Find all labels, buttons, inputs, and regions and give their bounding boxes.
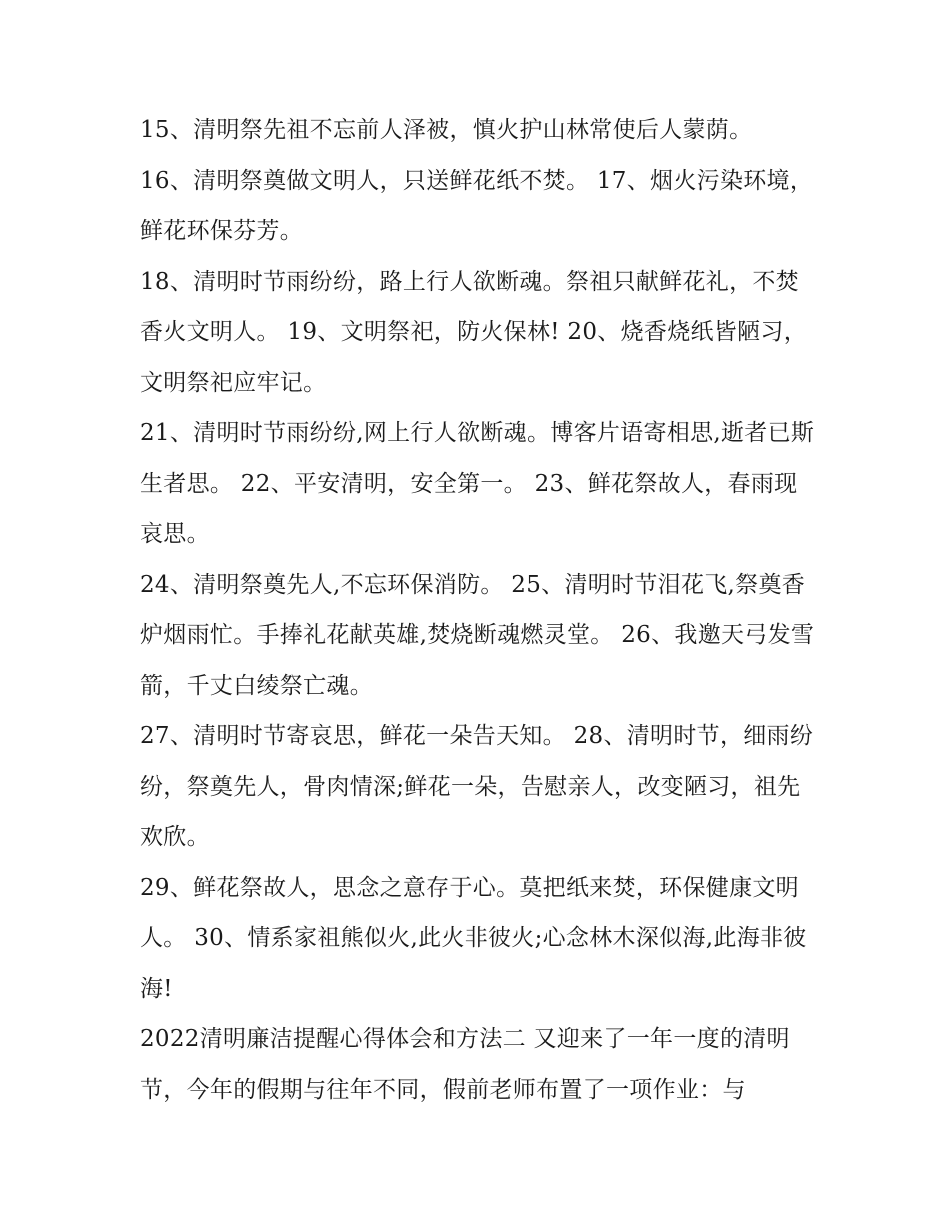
- paragraph-27-28: 27、清明时节寄哀思，鲜花一朵告天知。 28、清明时节，细雨纷纷，祭奠先人，骨肉情深;鲜花一朵，告慰亲人，改变陋习，祖先欢欣。: [140, 723, 814, 850]
- document-body: [140, 105, 820, 1115]
- paragraph-29-30: 29、鲜花祭故人，思念之意存于心。莫把纸来焚，环保健康文明人。 30、情系家祖熊似火,此火非彼火;心念林木深似海,此海非彼海!: [140, 874, 807, 1002]
- paragraph-24-26: 24、清明祭奠先人,不忘环保消防。 25、清明时节泪花飞,祭奠香炉烟雨忙。手捧礼花献英雄,焚烧断魂燃灵堂。 26、我邀天弓发雪箭，千丈白绫祭亡魂。: [140, 571, 815, 699]
- paragraph-15: 15、清明祭先祖不忘前人泽被，慎火护山林常使后人蒙荫。: [140, 117, 753, 143]
- paragraph-essay-intro: 2022清明廉洁提醒心得体会和方法二 又迎来了一年一度的清明节，今年的假期与往年不同，假前老师布置了一项作业：与: [140, 1026, 790, 1103]
- paragraph-18-20: 18、清明时节雨纷纷，路上行人欲断魂。祭祖只献鲜花礼，不焚香火文明人。 19、文明祭祀，防火保林! 20、烧香烧纸皆陋习，文明祭祀应牢记。: [140, 268, 807, 396]
- paragraph-16-17: 16、清明祭奠做文明人，只送鲜花纸不焚。 17、烟火污染环境，鲜花环保芬芳。: [140, 167, 814, 244]
- paragraph-21-23: 21、清明时节雨纷纷,网上行人欲断魂。博客片语寄相思,逝者已斯生者思。 22、平安清明，安全第一。 23、鲜花祭故人，春雨现哀思。: [140, 420, 815, 547]
